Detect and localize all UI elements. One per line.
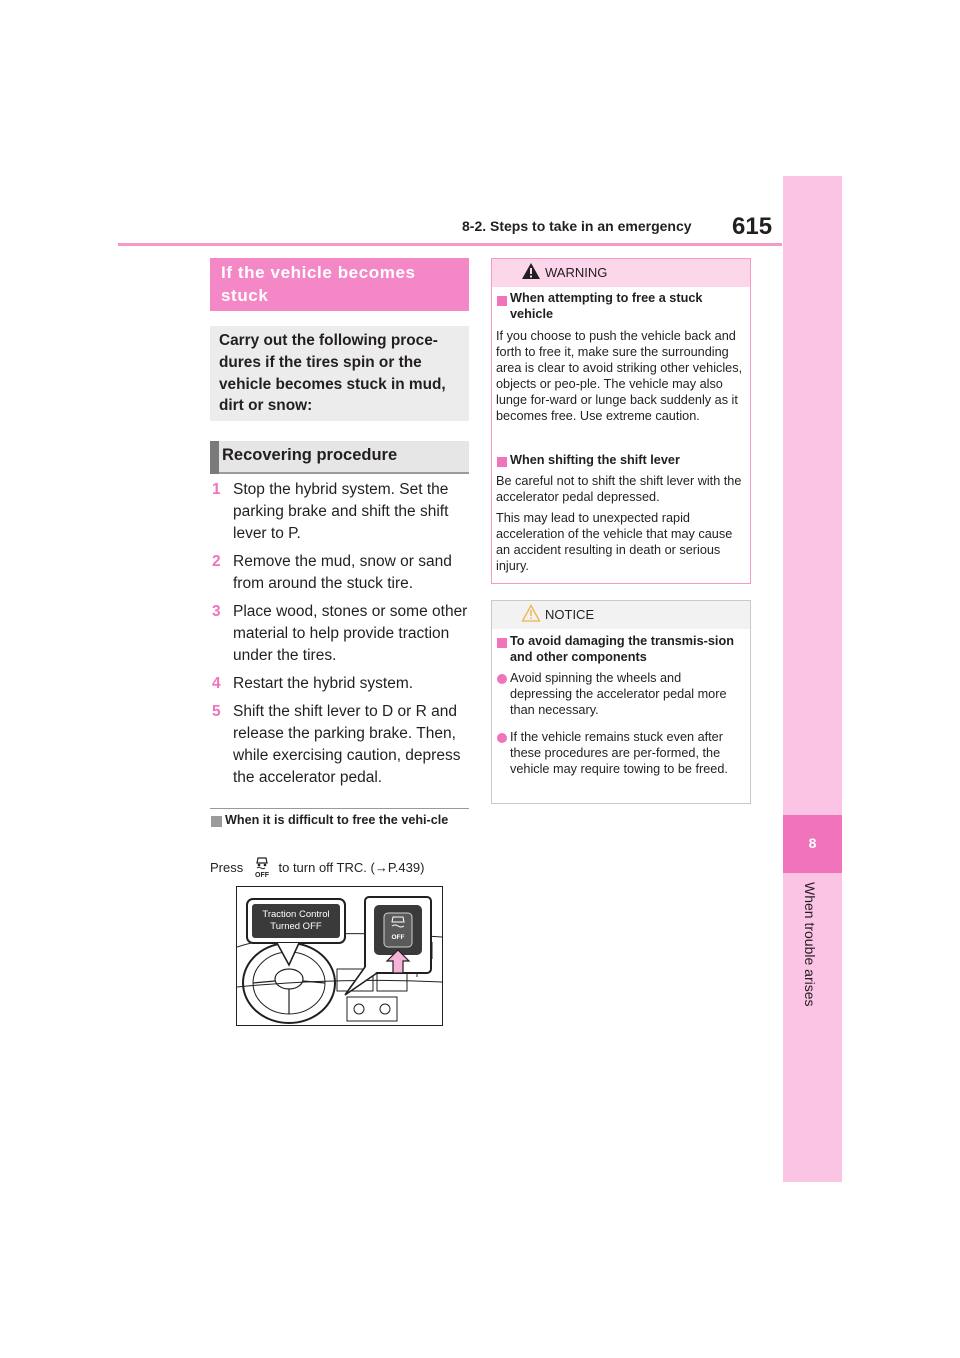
display-line1: Traction Control <box>262 909 330 920</box>
step-text: Stop the hybrid system. Set the parking brake and shift the shift lever to P. <box>233 481 449 542</box>
warning-item-heading: When shifting the shift lever <box>510 453 680 467</box>
notice-bullet-text: Avoid spinning the wheels and depressing the accelerator pedal more than necessary. <box>510 671 727 717</box>
step-number: 3 <box>212 603 221 620</box>
chapter-tab <box>783 176 842 1182</box>
warning-item-text: If you choose to push the vehicle back and forth to free it, make sure the surrounding area is clear to avoid striking other vehicles, objects or peo-ple. The vehicle may also lunge for-ward or lunge back suddenly as it becomes free. Use extreme caution. <box>496 329 743 423</box>
notice-heading-marker <box>497 638 507 648</box>
step-item <box>212 701 472 789</box>
dashboard-illustration <box>236 886 443 1026</box>
step-item <box>212 551 472 595</box>
step-item <box>212 601 472 667</box>
step-number: 2 <box>212 553 221 570</box>
topic-title: If the vehicle becomes stuck <box>221 263 416 305</box>
step-number: 4 <box>212 675 221 692</box>
warning-item-heading: When attempting to free a stuck vehicle <box>510 291 703 321</box>
subheading: Recovering procedure <box>222 446 398 464</box>
warning-item-text: This may lead to unexpected rapid acceleration of the vehicle that may cause an accident resulting in death or serious injury. <box>496 511 733 573</box>
subheading-bar <box>210 441 219 474</box>
caution-triangle-icon <box>521 604 541 622</box>
section-title: 8-2. Steps to take in an emergency <box>462 218 692 234</box>
tip-body <box>210 856 424 878</box>
notice-label: NOTICE <box>545 607 595 622</box>
warning-item-text: Be careful not to shift the shift lever with the accelerator pedal depressed. <box>496 474 742 504</box>
chapter-label: When trouble arises <box>802 882 818 1007</box>
step-text: Remove the mud, snow or sand from around the stuck tire. <box>233 553 452 592</box>
step-item <box>212 479 472 545</box>
tip-rule <box>210 808 469 809</box>
step-text: Shift the shift lever to D or R and release the parking brake. Then, while exercising caution, depress the accelerator pedal. <box>233 703 461 786</box>
notice-bullet-dot <box>497 733 507 743</box>
step-text: Place wood, stones or some other material to help provide traction under the tires. <box>233 603 468 664</box>
tip-after: to turn off TRC. (→P.439) <box>278 860 425 875</box>
step-text: Restart the hybrid system. <box>233 675 414 692</box>
dashboard-drawing <box>237 887 442 1025</box>
step-number: 5 <box>212 703 221 720</box>
notice-heading: To avoid damaging the transmis-sion and other components <box>510 634 734 664</box>
intro-text: Carry out the following proce-dures if the tires spin or the vehicle becomes stuck in mud, dirt or snow: <box>219 332 446 415</box>
header-rule <box>118 243 782 246</box>
page-number: 615 <box>732 213 773 240</box>
button-text: OFF <box>391 934 405 941</box>
warning-item-marker <box>497 296 507 306</box>
step-number: 1 <box>212 481 221 498</box>
tip-marker <box>211 816 222 827</box>
warning-label: WARNING <box>545 265 608 280</box>
tip-press: Press <box>210 860 244 875</box>
step-item <box>212 673 472 695</box>
display-line2: Turned OFF <box>270 921 322 932</box>
trc-off-icon <box>253 856 271 878</box>
warning-item-marker <box>497 457 507 467</box>
notice-bullet-text: If the vehicle remains stuck even after these procedures are per-formed, the vehicle may require towing to be freed. <box>510 730 728 776</box>
tip-heading: When it is difficult to free the vehi-cle <box>225 813 449 827</box>
warning-triangle-icon <box>521 262 541 280</box>
notice-bullet-dot <box>497 674 507 684</box>
chapter-number: 8 <box>808 835 817 851</box>
svg-text:OFF: OFF <box>254 872 269 878</box>
